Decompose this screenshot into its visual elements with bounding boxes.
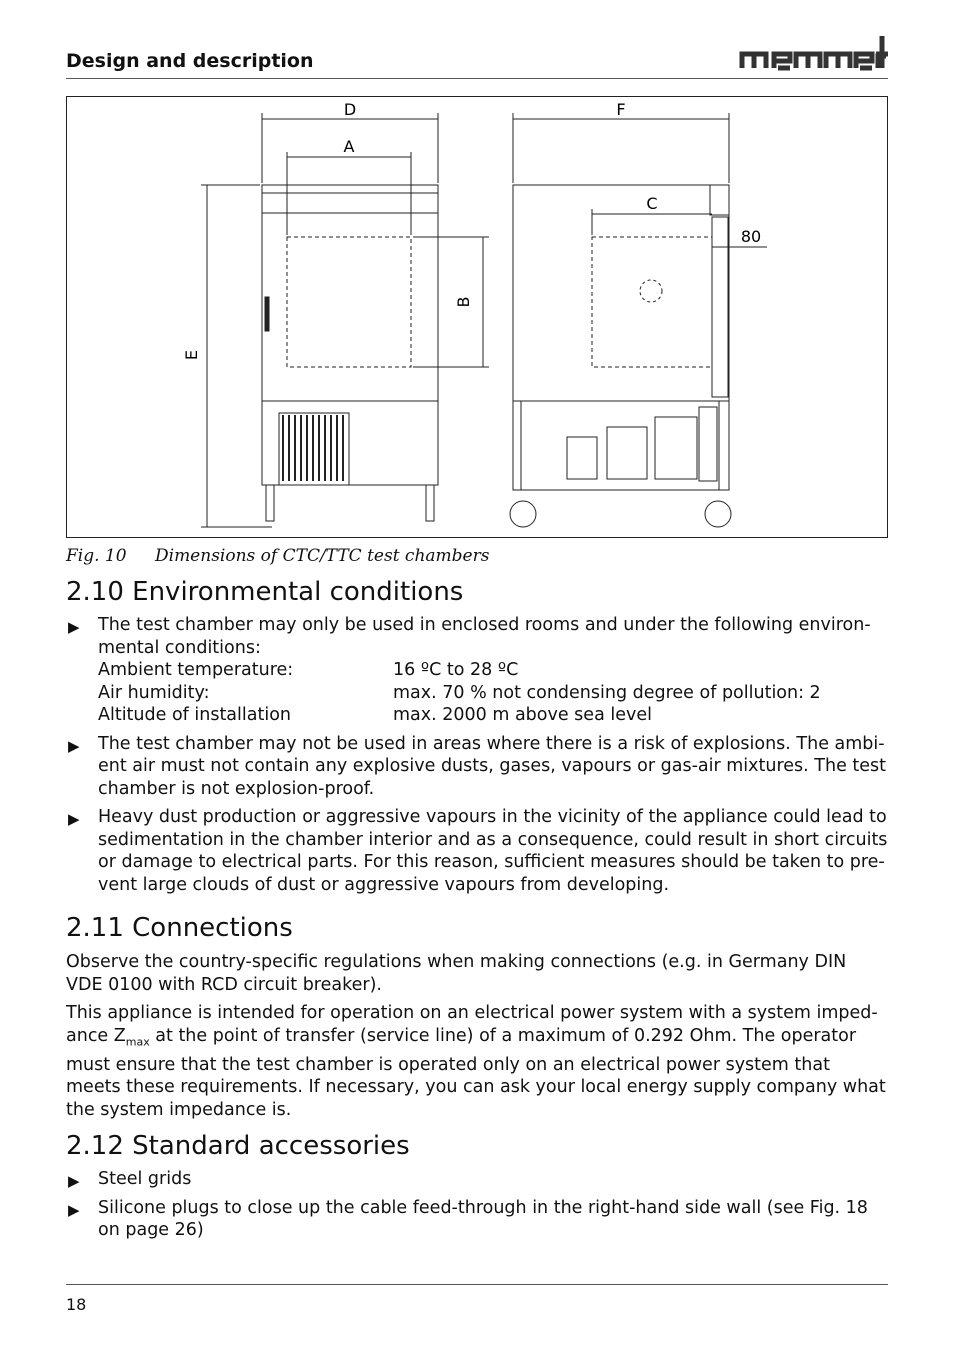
dim-label-b: B (454, 296, 473, 308)
environmental-conditions-body (66, 614, 888, 896)
list-item (66, 733, 888, 801)
connections-body (66, 951, 888, 1121)
list-item (66, 806, 888, 896)
bullet-text: The test chamber may not be used in areas where there is a risk of explosions. The ambi- ent air must not contain any explosive dusts, gases, vapours or gas-air mixtures. The test chamber is not explosion-proof. (98, 733, 887, 799)
condition-row: Air humidity: max. 70 % not condensing degree of pollution: 2 (98, 682, 821, 703)
figure-caption (66, 546, 489, 566)
connections-paragraph-2: This appliance is intended for operation on an electrical power system with a system imped- ance $Z_{max}$ at the point of transfer (service line) of a maximum of 0.292 Ohm. The operator must ensure that the test chamber is operated only on an electrical power system that meets these requirements. If necessary, you can ask your local energy supply company what the system impedance is. (66, 1003, 886, 1120)
figure-caption-text: Dimensions of CTC/TTC test chambers (155, 546, 490, 566)
figure-number: Fig. 10 (66, 546, 127, 566)
bullet-text: Heavy dust production or aggressive vapours in the vicinity of the appliance could lead to sedimentation in the chamber interior and as a consequence, could result in short circuits or damage to electrical parts. For this reason, sufficient measures should be taken to pre- vent large clouds of dust or aggressive vapours from developing. (98, 807, 888, 895)
bullet-triangle-icon: ▶ (68, 736, 80, 755)
header-rule (66, 78, 888, 79)
dim-label-a: A (343, 137, 355, 156)
condition-row: Altitude of installation max. 2000 m above sea level (98, 705, 652, 725)
bullet-text: The test chamber may only be used in enclosed rooms and under the following environ- mental conditions: (98, 615, 871, 658)
section-header-title: Design and description (66, 50, 314, 72)
dimension-drawing (66, 96, 888, 538)
connections-paragraph-1: Observe the country-specific regulations when making connections (e.g. in Germany DIN VDE 0100 with RCD circuit breaker). (66, 952, 847, 995)
heading-connections: 2.11 Connections (66, 913, 293, 943)
heading-environmental-conditions: 2.10 Environmental conditions (66, 577, 464, 607)
page-number: 18 (66, 1295, 87, 1314)
bullet-triangle-icon: ▶ (68, 1172, 80, 1190)
dim-label-c: C (646, 194, 658, 213)
bullet-triangle-icon: ▶ (68, 1200, 80, 1219)
dim-label-d: D (343, 100, 357, 119)
bullet-triangle-icon: ▶ (68, 618, 80, 636)
bullet-triangle-icon: ▶ (68, 810, 80, 828)
dim-label-depth: 80 (740, 227, 762, 246)
memmert-logo (738, 30, 888, 72)
standard-accessories-body (66, 1168, 888, 1242)
condition-row: Ambient temperature: 16 ºC to 28 ºC (98, 660, 519, 680)
bullet-text: Steel grids (98, 1169, 192, 1189)
list-item (66, 614, 888, 727)
list-item (66, 1197, 888, 1242)
dim-label-f: F (616, 100, 626, 119)
footer-rule (66, 1284, 888, 1285)
list-item (66, 1168, 888, 1191)
bullet-text: Silicone plugs to close up the cable feed-through in the right-hand side wall (see Fig. 18 on page 26) (98, 1197, 868, 1240)
dim-label-e: E (182, 349, 201, 361)
heading-standard-accessories: 2.12 Standard accessories (66, 1131, 410, 1161)
